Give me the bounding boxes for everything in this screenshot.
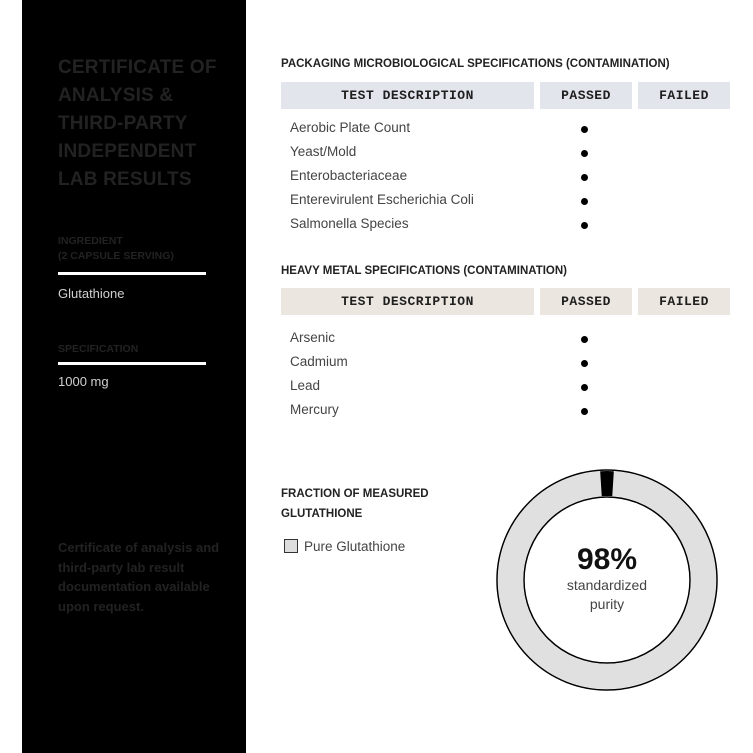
specification-label: SPECIFICATION bbox=[58, 343, 139, 355]
fraction-title: FRACTION OF MEASURED GLUTATHIONE bbox=[281, 488, 429, 520]
legend-swatch bbox=[284, 539, 298, 553]
micro-row-result-dot bbox=[581, 198, 588, 205]
micro-row-label: Yeast/Mold bbox=[290, 144, 357, 159]
ingredient-divider bbox=[58, 272, 206, 275]
purity-subtitle-1: standardized bbox=[566, 577, 648, 593]
certificate-title: CERTIFICATE OF ANALYSIS & THIRD-PARTY INDEPENDENT LAB RESULTS bbox=[58, 57, 217, 190]
micro-row-result-dot bbox=[581, 126, 588, 133]
micro-row-label: Aerobic Plate Count bbox=[290, 120, 411, 135]
availability-note: Certificate of analysis and third-party lab result documentation available upon request. bbox=[58, 540, 220, 614]
purity-center bbox=[496, 544, 718, 614]
specification-value: 1000 mg bbox=[58, 374, 109, 389]
metals-section-title: HEAVY METAL SPECIFICATIONS (CONTAMINATION) bbox=[281, 265, 568, 277]
micro-header-passed: PASSED bbox=[540, 82, 632, 109]
metals-header-passed: PASSED bbox=[540, 288, 632, 315]
metals-header-failed: FAILED bbox=[638, 288, 730, 315]
micro-row-result-dot bbox=[581, 222, 588, 229]
metals-row-label: Cadmium bbox=[290, 354, 348, 369]
micro-row-label: Enterevirulent Escherichia Coli bbox=[290, 192, 474, 207]
micro-row-label: Salmonella Species bbox=[290, 216, 409, 231]
metals-row-label: Arsenic bbox=[290, 330, 336, 345]
purity-percent: 98% bbox=[576, 543, 638, 576]
impurity-arc bbox=[600, 471, 614, 496]
metals-row-label: Lead bbox=[290, 378, 321, 393]
micro-header-failed: FAILED bbox=[638, 82, 730, 109]
metals-row-label: Mercury bbox=[290, 402, 339, 417]
micro-row-result-dot bbox=[581, 150, 588, 157]
legend bbox=[284, 539, 405, 554]
micro-section-title: PACKAGING MICROBIOLOGICAL SPECIFICATIONS (CONTAMINATION) bbox=[281, 58, 670, 70]
ingredient-label: INGREDIENT bbox=[58, 235, 123, 247]
metals-row-result-dot bbox=[581, 360, 588, 367]
micro-row-label: Enterobacteriaceae bbox=[290, 168, 408, 183]
ingredient-value: Glutathione bbox=[58, 286, 125, 301]
legend-label: Pure Glutathione bbox=[304, 539, 406, 554]
ingredient-sublabel: (2 CAPSULE SERVING) bbox=[58, 250, 174, 262]
metals-header-description: TEST DESCRIPTION bbox=[281, 288, 534, 315]
purity-subtitle-2: purity bbox=[589, 596, 625, 612]
metals-row-result-dot bbox=[581, 408, 588, 415]
micro-row-result-dot bbox=[581, 174, 588, 181]
metals-row-result-dot bbox=[581, 384, 588, 391]
micro-header-description: TEST DESCRIPTION bbox=[281, 82, 534, 109]
metals-row-result-dot bbox=[581, 336, 588, 343]
specification-divider bbox=[58, 362, 206, 365]
